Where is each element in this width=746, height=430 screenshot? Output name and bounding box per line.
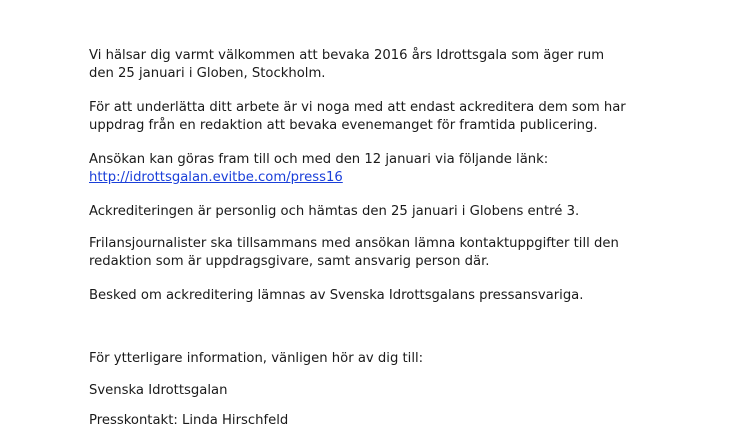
text-line: uppdrag från en redaktion att bevaka evenemanget för framtida publicering. (89, 118, 598, 133)
text-line: Frilansjournalister ska tillsammans med ansökan lämna kontaktuppgifter till den (89, 236, 619, 251)
application-link[interactable]: http://idrottsgalan.evitbe.com/press16 (89, 170, 343, 185)
text-line: Vi hälsar dig varmt välkommen att bevaka 2016 års Idrottsgala som äger rum (89, 48, 605, 63)
text-line: För att underlätta ditt arbete är vi noga med att endast ackreditera dem som har (89, 100, 626, 115)
text-line: För ytterligare information, vänligen hör av dig till: (89, 351, 424, 366)
press-contact (89, 412, 288, 430)
pickup-paragraph (89, 203, 579, 221)
accreditation-policy-paragraph (89, 99, 626, 135)
text-line: Presskontakt: Linda Hirschfeld (89, 413, 289, 428)
text-line: Svenska Idrottsgalan (89, 383, 228, 398)
notice-paragraph (89, 287, 583, 305)
freelance-paragraph (89, 235, 619, 271)
organization-name (89, 382, 227, 400)
application-paragraph (89, 151, 548, 187)
text-line: redaktion som är uppdragsgivare, samt ansvarig person där. (89, 254, 490, 269)
text-line: den 25 januari i Globen, Stockholm. (89, 66, 326, 81)
text-line: Ansökan kan göras fram till och med den 12 januari via följande länk: (89, 152, 549, 167)
welcome-paragraph (89, 47, 604, 83)
contact-intro-paragraph (89, 350, 423, 368)
text-line: Ackrediteringen är personlig och hämtas den 25 januari i Globens entré 3. (89, 204, 580, 219)
text-line: Besked om ackreditering lämnas av Svenska Idrottsgalans pressansvariga. (89, 288, 584, 303)
